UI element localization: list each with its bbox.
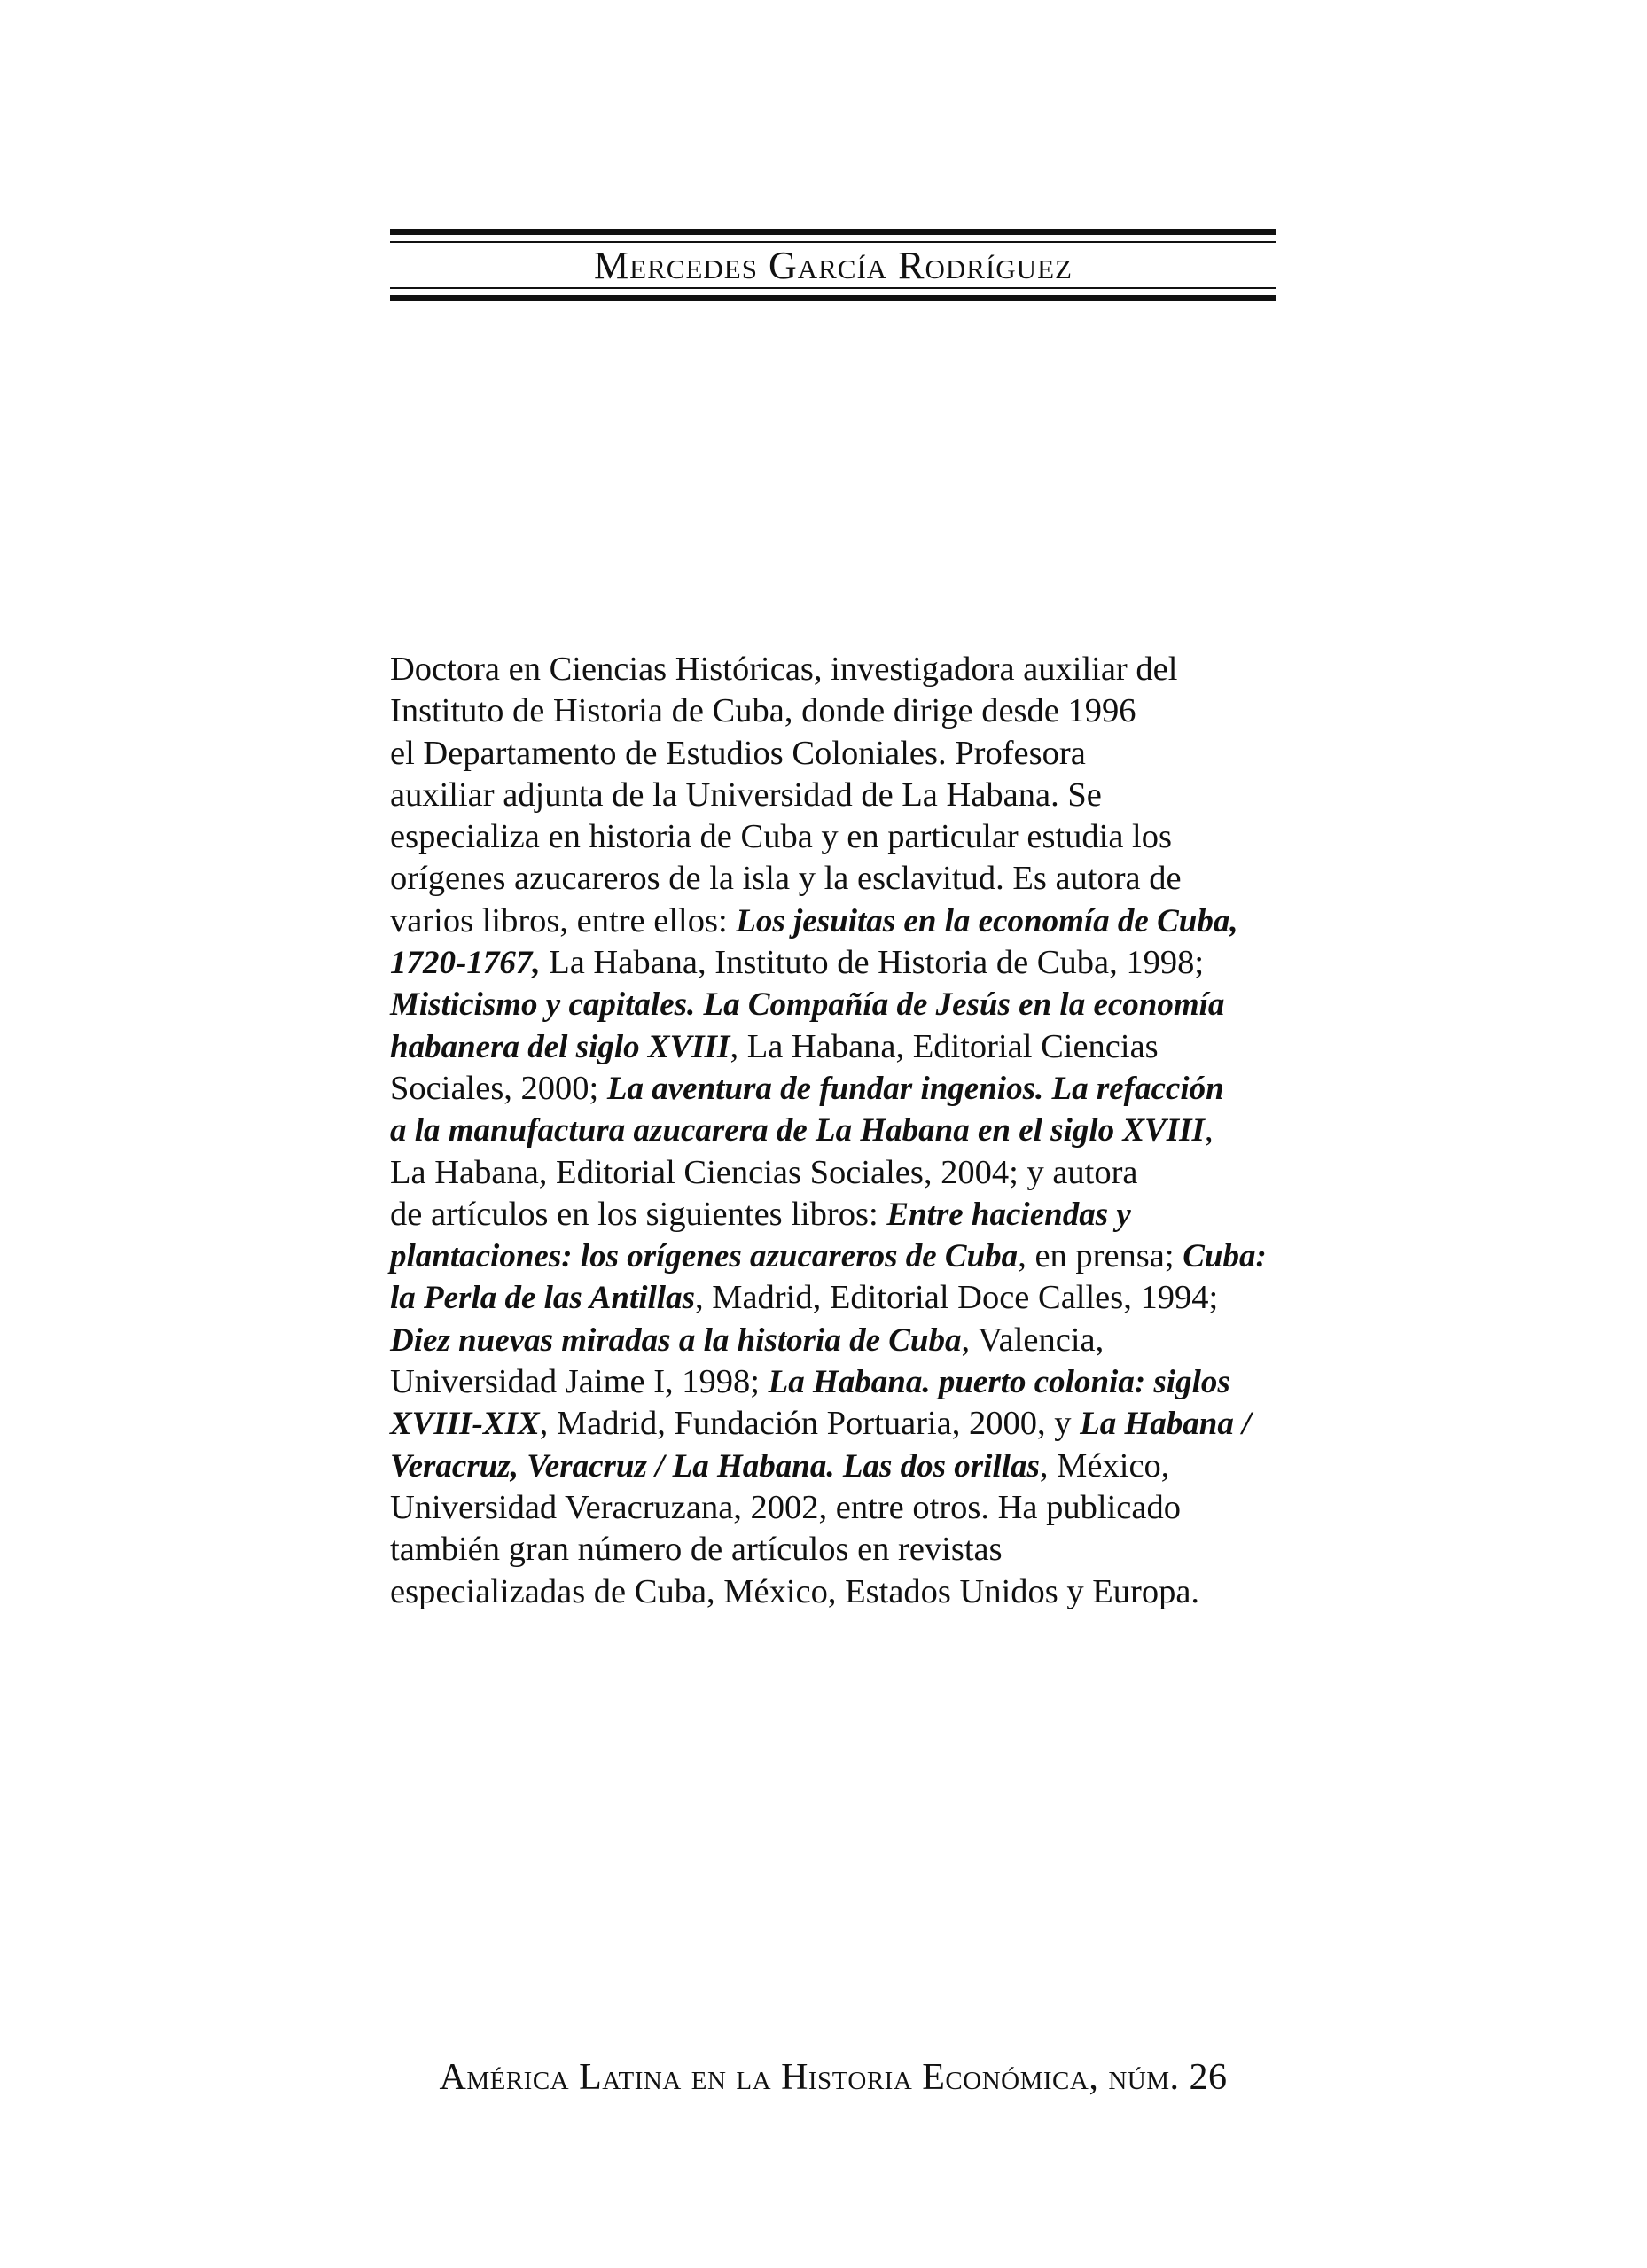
bio-text-segment: el Departamento de Estudios Coloniales. Profesora (390, 734, 1086, 772)
bio-line (390, 1026, 1285, 1068)
bio-text-segment: orígenes azucareros de la isla y la esclavitud. Es autora de (390, 860, 1182, 898)
bio-line (390, 1320, 1285, 1361)
bio-line (390, 775, 1285, 816)
bio-line (390, 816, 1285, 858)
bio-text-segment: , (1204, 1111, 1214, 1150)
bio-line (390, 858, 1285, 900)
bio-line (390, 649, 1285, 690)
bio-text-segment: de artículos en los siguientes libros: (390, 1195, 887, 1233)
bio-title-segment: XVIII-XIX (390, 1406, 540, 1443)
bio-title-segment: Cuba: (1183, 1238, 1267, 1275)
journal-footer: América Latina en la Historia Económica, núm. 26 (439, 2057, 1228, 2098)
bio-title-segment: la Perla de las Antillas (390, 1280, 695, 1317)
bio-line (390, 1194, 1285, 1235)
bio-title-segment: Veracruz, Veracruz / La Habana. Las dos orillas (390, 1447, 1040, 1485)
bio-text-segment: , Madrid, Editorial Doce Calles, 1994; (694, 1279, 1219, 1317)
bio-line (390, 942, 1285, 984)
bio-line (390, 984, 1285, 1025)
bio-text-segment: especializadas de Cuba, México, Estados Unidos y Europa. (390, 1572, 1200, 1610)
bio-line (390, 1403, 1285, 1445)
bio-title-segment: La Habana / (1080, 1406, 1252, 1443)
bio-text-segment: , Madrid, Fundación Portuaria, 2000, y (539, 1405, 1081, 1443)
header-rule-bottom-thin (390, 287, 1276, 289)
bio-title-segment: 1720-1767, (390, 945, 541, 982)
bio-title-segment: habanera del siglo XVIII (390, 1028, 730, 1065)
header-rule-top (390, 229, 1276, 235)
bio-text-segment: Sociales, 2000; (390, 1069, 607, 1107)
bio-line (390, 1235, 1285, 1277)
bio-text-segment: especializa en historia de Cuba y en particular estudia los (390, 818, 1172, 856)
bio-text-segment: , en prensa; (1018, 1237, 1183, 1275)
header-rule-bottom (390, 295, 1276, 301)
bio-title-segment: Misticismo y capitales. La Compañía de Jesús en la economía (390, 986, 1225, 1024)
biography-paragraph (390, 649, 1285, 1613)
bio-text-segment: auxiliar adjunta de la Universidad de La Habana. Se (390, 775, 1102, 814)
bio-line (390, 1068, 1285, 1110)
bio-title-segment: La aventura de fundar ingenios. La refacción (606, 1070, 1224, 1107)
bio-title-segment: Los jesuitas en la economía de Cuba, (736, 902, 1238, 939)
bio-line (390, 1277, 1285, 1319)
bio-title-segment: La Habana. puerto colonia: siglos (768, 1364, 1230, 1401)
bio-title-segment: Entre haciendas y (886, 1196, 1131, 1233)
bio-title-segment: a la manufactura azucarera de La Habana en el siglo XVIII (390, 1112, 1205, 1150)
bio-text-segment: Universidad Veracruzana, 2002, entre otros. Ha publicado (390, 1488, 1181, 1526)
bio-title-segment: plantaciones: los orígenes azucareros de Cuba (390, 1238, 1019, 1275)
bio-line (390, 1487, 1285, 1529)
bio-line (390, 690, 1285, 732)
bio-text-segment: también gran número de artículos en revistas (390, 1531, 1003, 1569)
bio-text-segment: , La Habana, Editorial Ciencias (730, 1027, 1159, 1065)
bio-line (390, 1361, 1285, 1403)
bio-line (390, 1529, 1285, 1570)
bio-text-segment: Universidad Jaime I, 1998; (390, 1363, 769, 1401)
author-name: Mercedes García Rodríguez (594, 244, 1073, 287)
bio-line (390, 1571, 1285, 1613)
bio-text-segment: La Habana, Instituto de Historia de Cuba, 1998; (540, 944, 1205, 982)
bio-text-segment: varios libros, entre ellos: (390, 901, 737, 939)
bio-line (390, 1446, 1285, 1487)
bio-line (390, 900, 1285, 942)
bio-line (390, 733, 1285, 775)
bio-title-segment: Diez nuevas miradas a la historia de Cuba (390, 1321, 962, 1359)
bio-line (390, 1152, 1285, 1194)
bio-line (390, 1110, 1285, 1151)
bio-text-segment: Instituto de Historia de Cuba, donde dirige desde 1996 (390, 692, 1136, 730)
bio-text-segment: , México, (1039, 1446, 1170, 1485)
bio-text-segment: La Habana, Editorial Ciencias Sociales, 2004; y autora (390, 1153, 1138, 1191)
bio-text-segment: Doctora en Ciencias Históricas, investigadora auxiliar del (390, 651, 1178, 688)
bio-text-segment: , Valencia, (961, 1321, 1105, 1359)
